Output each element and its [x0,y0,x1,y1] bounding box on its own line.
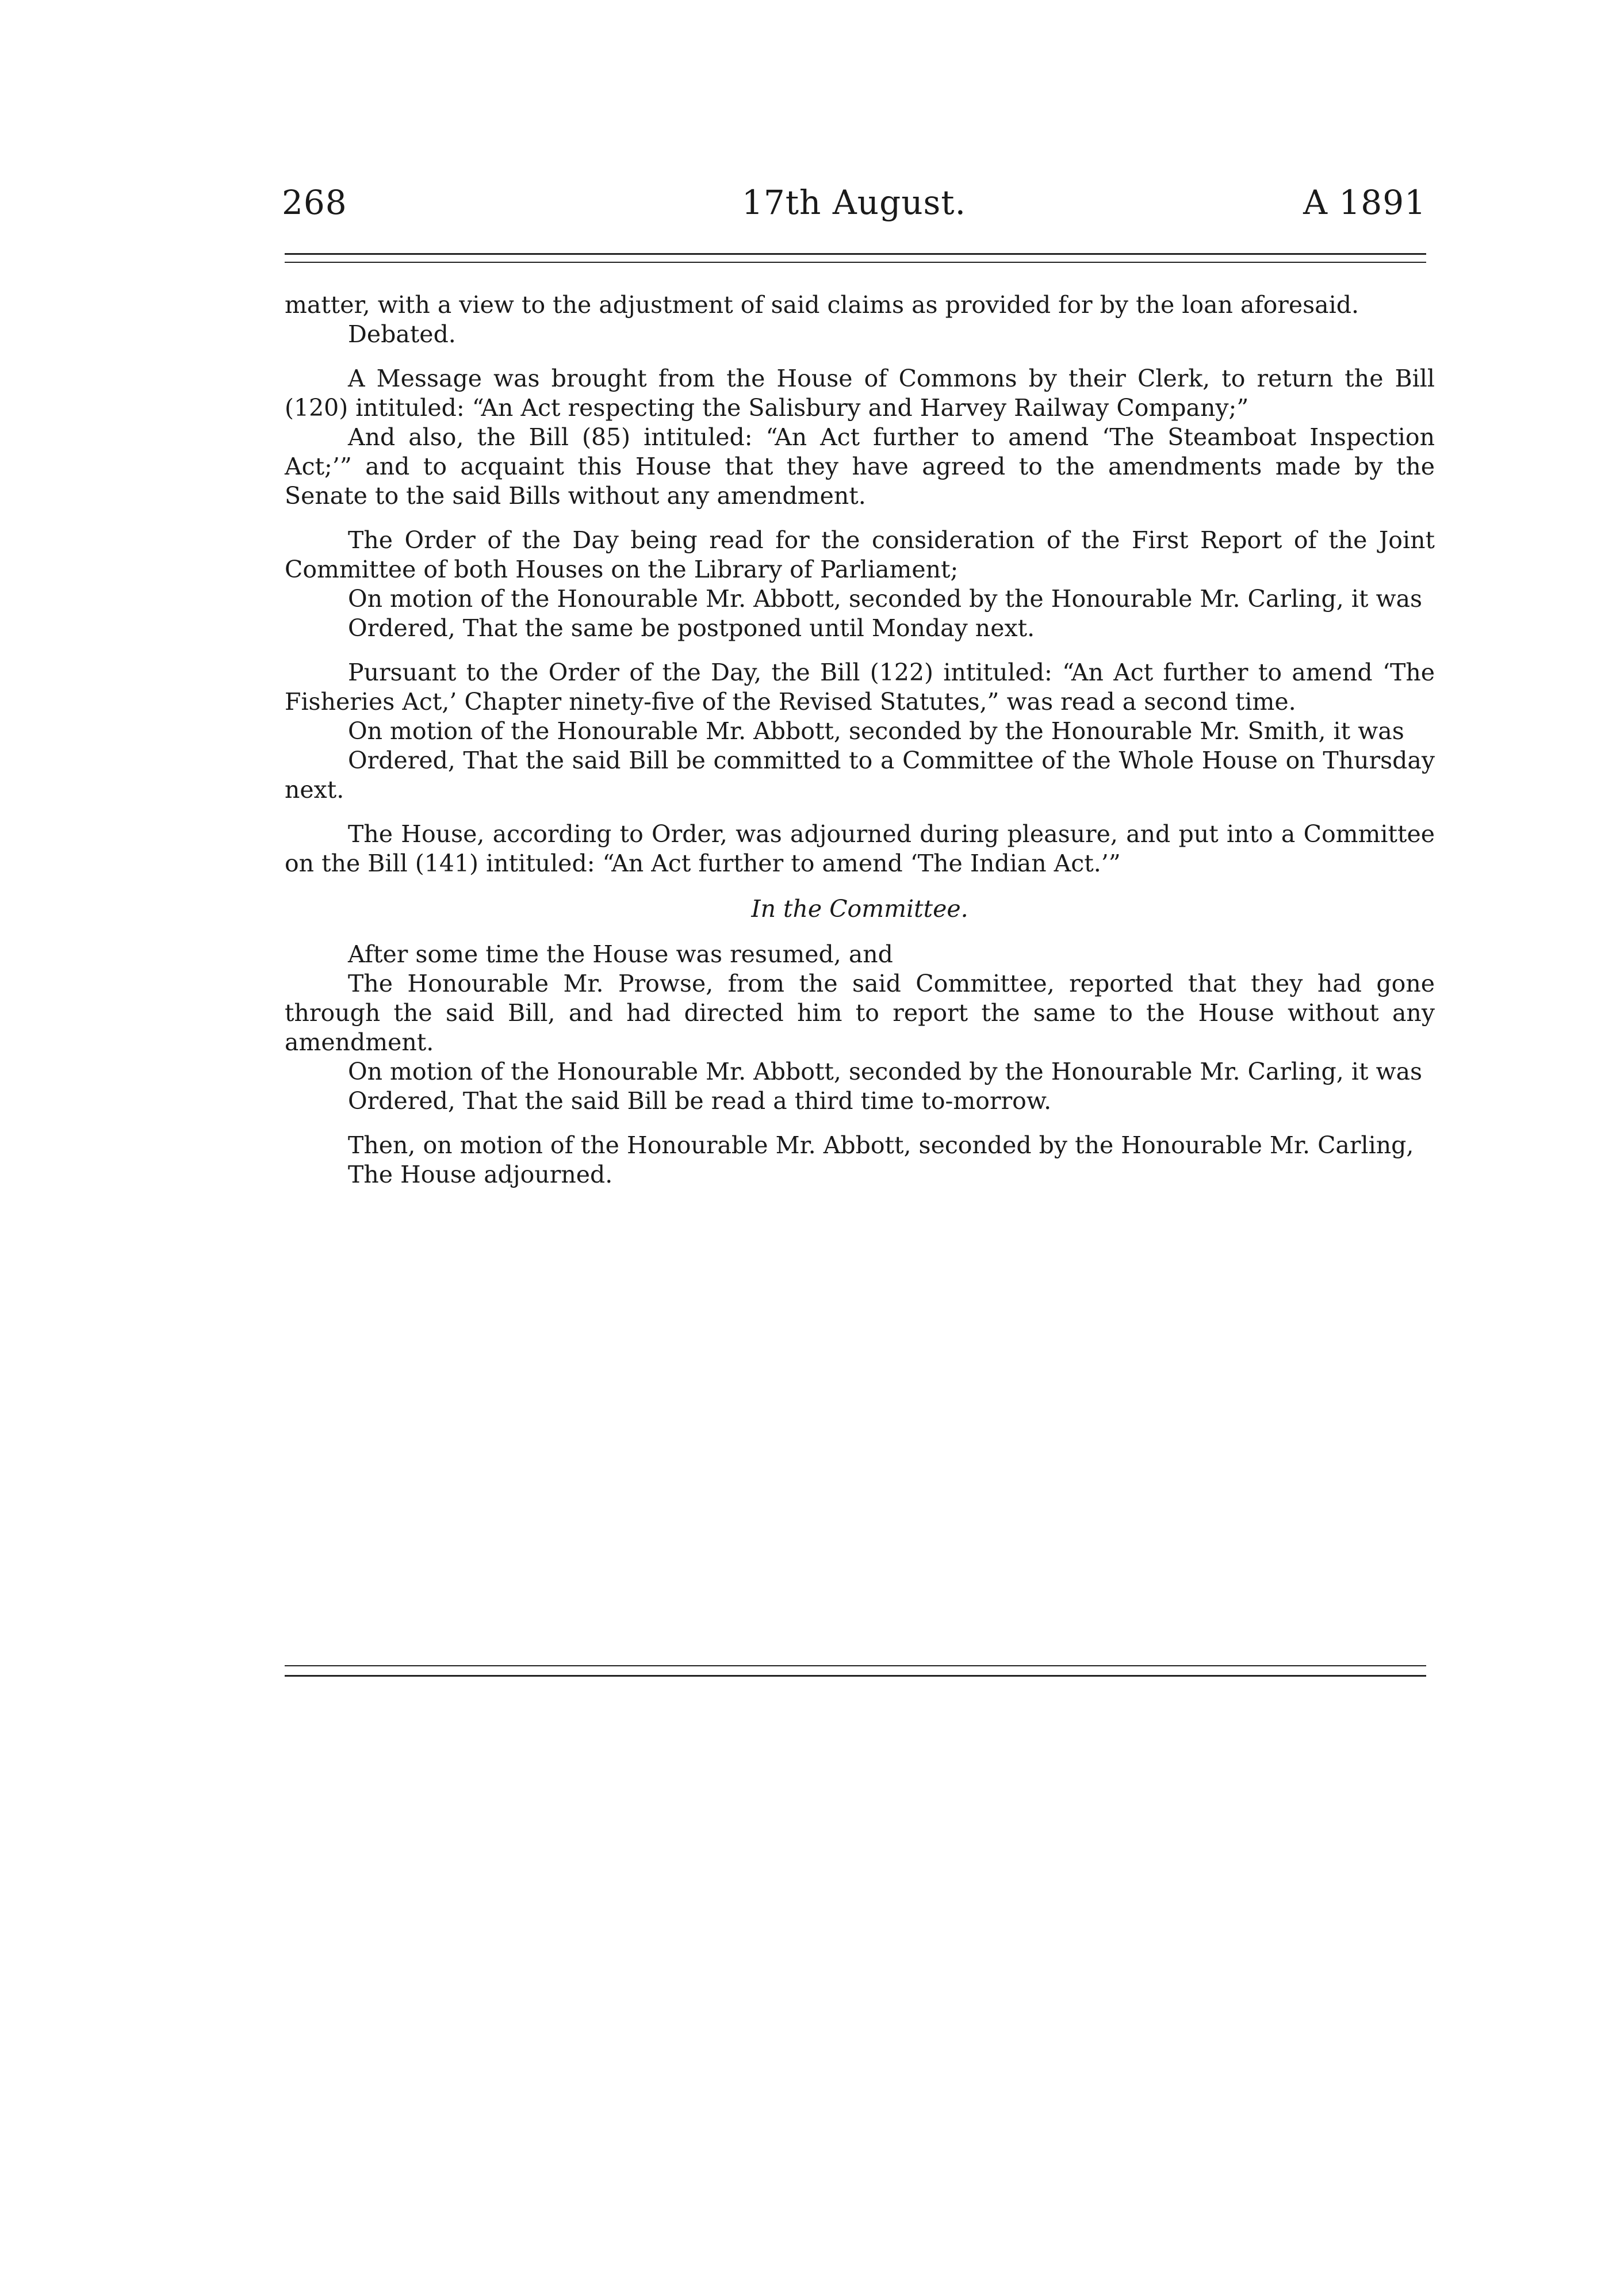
journal-body [285,290,1435,1189]
paragraph-message-commons: A Message was brought from the House of Commons by their Clerk, to return the Bill (120) intituled: “An Act respecting the Salisbury and Harvey Railway Company;” [285,365,1435,422]
paragraph-fisheries-bill: Pursuant to the Order of the Day, the Bill (122) intituled: “An Act further to amend ‘The Fisheries Act,’ Chapter ninety-five of the Revised Statutes,” was read a second time. [285,659,1435,716]
page-number: 268 [282,183,347,222]
footer-rule-bottom [285,1675,1426,1677]
paragraph-prowse-report: The Honourable Mr. Prowse, from the said Committee, reported that they had gone through the said Bill, and had directed him to report the same to the House without any amendment. [285,970,1435,1056]
paragraph-motion-abbott-smith: On motion of the Honourable Mr. Abbott, seconded by the Honourable Mr. Smith, it was [348,717,1404,745]
paragraph-ordered-postponed: Ordered, That the same be postponed until Monday next. [348,614,1035,642]
header-rule-top [285,253,1426,255]
page-header [282,183,1426,229]
paragraph-ordered-committee: Ordered, That the said Bill be committed to a Committee of the Whole House on Thursday next. [285,747,1435,804]
section-heading-committee: In the Committee. [751,895,968,923]
paragraph-continuation: matter, with a view to the adjustment of said claims as provided for by the loan aforesaid. [285,291,1359,319]
paragraph-adjourn-motion: Then, on motion of the Honourable Mr. Abbott, seconded by the Honourable Mr. Carling, [348,1131,1414,1159]
paragraph-steamboat-bill: And also, the Bill (85) intituled: “An Act further to amend ‘The Steamboat Inspection Act;’” and to acquaint this House that they have agreed to the amendments made by the Senate to the said Bills without any amendment. [285,423,1435,510]
paragraph-indian-act: The House, according to Order, was adjourned during pleasure, and put into a Committee on the Bill (141) intituled: “An Act further to amend ‘The Indian Act.’” [285,820,1435,877]
paragraph-house-adjourned: The House adjourned. [348,1161,613,1188]
paragraph-motion-third-reading: On motion of the Honourable Mr. Abbott, seconded by the Honourable Mr. Carling, it was [348,1058,1423,1085]
page-date: 17th August. [741,183,967,222]
footer-rule-top [285,1665,1426,1666]
paragraph-motion-abbott-carling: On motion of the Honourable Mr. Abbott, seconded by the Honourable Mr. Carling, it was [348,585,1423,613]
paragraph-order-of-day-library: The Order of the Day being read for the consideration of the First Report of the Joint Committee of both Houses on the Library of Parliament; [285,526,1435,583]
paragraph-ordered-third-reading: Ordered, That the said Bill be read a third time to-morrow. [348,1087,1052,1115]
header-rule-bottom [285,262,1426,263]
paragraph-house-resumed: After some time the House was resumed, and [348,940,893,968]
page-year: A 1891 [1303,183,1426,222]
paragraph-debated: Debated. [348,320,456,348]
